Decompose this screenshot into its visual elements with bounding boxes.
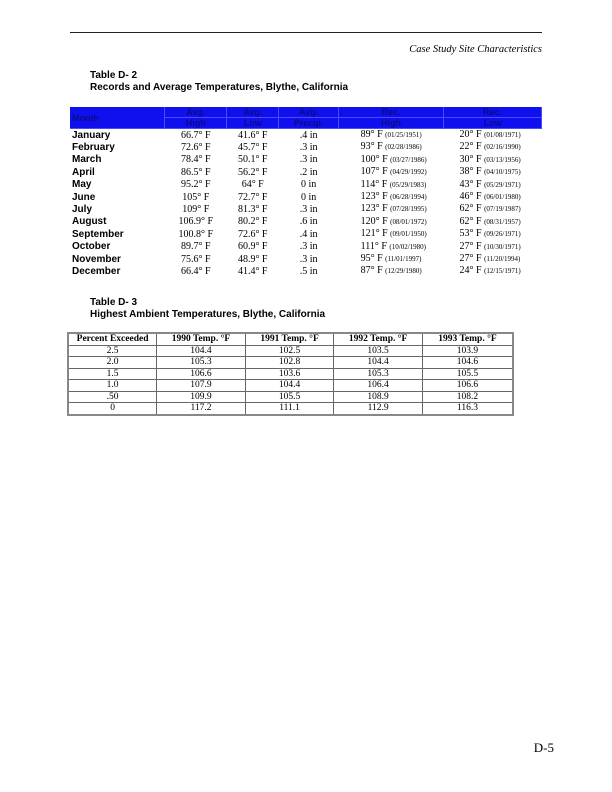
rec-low-date: (04/10/1975) <box>484 168 521 177</box>
rec-low-value: 22° F <box>459 141 482 153</box>
avg-high-cell: 95.2° F <box>181 179 211 191</box>
col-header-avg-low: Low <box>227 118 279 129</box>
table-row <box>70 141 542 153</box>
col-header-avg-high-top: Avg. <box>165 107 227 118</box>
month-cell: February <box>72 141 115 153</box>
temp-cell: 103.6 <box>245 368 334 380</box>
percent-exceeded-cell: 2.0 <box>68 357 157 369</box>
avg-precip-cell: .3 in <box>299 154 318 166</box>
rec-low-date: (07/19/1987) <box>484 205 521 214</box>
rec-high-value: 95° F <box>360 253 383 265</box>
temp-cell: 104.4 <box>334 357 423 369</box>
temp-cell: 109.9 <box>157 391 246 403</box>
temp-cell: 104.6 <box>422 357 513 369</box>
month-cell: November <box>72 253 121 265</box>
rec-low-value: 24° F <box>459 265 482 277</box>
month-cell: April <box>72 166 95 178</box>
rec-low-cell <box>444 253 542 265</box>
col-header: 1992 Temp. °F <box>334 333 423 345</box>
rec-high-date: (01/25/1951) <box>385 131 422 139</box>
avg-precip-cell: .6 in <box>299 216 318 228</box>
table-row <box>68 403 513 415</box>
avg-precip-cell: 0 in <box>301 179 317 191</box>
rec-low-value: 62° F <box>459 203 482 215</box>
rec-low-date: (02/16/1990) <box>484 143 521 152</box>
rec-low-cell <box>444 179 542 191</box>
avg-high-cell: 75.6° F <box>181 253 211 265</box>
rec-high-cell <box>339 241 444 253</box>
col-header-avg-precip: Precip. <box>279 118 339 129</box>
rec-high-date: (10/02/1980) <box>389 242 426 251</box>
month-cell: December <box>72 265 121 277</box>
month-cell: August <box>72 216 107 228</box>
col-header: 1993 Temp. °F <box>422 333 513 345</box>
table-row <box>70 216 542 228</box>
table-row <box>70 253 542 265</box>
avg-low-cell: 41.4° F <box>237 265 268 277</box>
rec-high-date: (09/01/1950) <box>390 230 427 239</box>
avg-precip-cell: .5 in <box>299 265 318 277</box>
avg-low-cell: 56.2° F <box>237 166 268 178</box>
col-header: 1991 Temp. °F <box>245 333 334 345</box>
month-cell: September <box>72 228 124 240</box>
temp-cell: 107.9 <box>157 380 246 392</box>
rec-high-cell <box>339 191 444 203</box>
avg-precip-cell: .4 in <box>299 228 318 240</box>
page-number: D-5 <box>533 740 554 755</box>
temp-cell: 105.5 <box>245 391 334 403</box>
temp-cell: 105.3 <box>334 368 423 380</box>
table-d2-label: Table D- 2 <box>90 70 138 81</box>
table-row <box>70 203 542 215</box>
percent-exceeded-cell: 1.5 <box>68 368 157 380</box>
avg-high-cell: 66.4° F <box>181 265 211 277</box>
rec-high-value: 114° F <box>360 178 388 190</box>
temp-cell: 102.5 <box>245 345 334 357</box>
rec-high-cell <box>339 141 444 153</box>
rec-high-cell <box>339 179 444 191</box>
rec-low-date: (08/31/1957) <box>484 217 521 226</box>
rec-high-value: 121° F <box>360 228 388 240</box>
avg-high-cell: 109° F <box>182 203 210 215</box>
table-row <box>68 345 513 357</box>
rec-low-value: 53° F <box>459 228 482 240</box>
avg-high-cell: 78.4° F <box>181 154 211 166</box>
temp-cell: 111.1 <box>245 403 334 415</box>
percent-exceeded-cell: .50 <box>68 391 157 403</box>
temp-cell: 102.8 <box>245 357 334 369</box>
col-header: Percent Exceeded <box>68 333 157 345</box>
temp-cell: 103.9 <box>422 345 513 357</box>
rec-high-cell <box>339 253 444 265</box>
rec-low-date: (03/13/1956) <box>484 155 521 164</box>
table-row <box>68 380 513 392</box>
rec-low-cell <box>444 228 542 240</box>
rec-high-date: (05/29/1983) <box>389 180 427 189</box>
avg-low-cell: 41.6° F <box>237 129 268 141</box>
col-header: 1990 Temp. °F <box>157 333 246 345</box>
avg-low-cell: 80.2° F <box>237 216 268 228</box>
avg-precip-cell: .3 in <box>299 241 318 253</box>
month-cell: July <box>72 203 93 215</box>
avg-high-cell: 66.7° F <box>181 129 211 141</box>
col-header-avg-low-top: Avg. <box>227 107 279 118</box>
avg-precip-cell: .3 in <box>299 203 318 215</box>
col-header-month: Month <box>70 107 165 129</box>
table-row <box>70 166 542 178</box>
col-header-rec-low-top: Rec. <box>444 107 542 118</box>
rec-high-cell <box>339 203 444 215</box>
rec-low-cell <box>444 216 542 228</box>
rec-high-value: 100° F <box>360 153 388 165</box>
running-head: Case Study Site Characteristics <box>409 44 542 55</box>
avg-low-cell: 50.1° F <box>237 154 268 166</box>
table-d3-label: Table D- 3 <box>90 297 138 308</box>
avg-precip-cell: 0 in <box>301 191 317 203</box>
percent-exceeded-cell: 1.0 <box>68 380 157 392</box>
rec-high-date: (07/28/1995) <box>390 205 427 214</box>
rec-high-value: 89° F <box>360 129 383 140</box>
rec-low-date: (01/08/1971) <box>484 131 521 139</box>
temp-cell: 108.9 <box>334 391 423 403</box>
avg-low-cell: 81.3° F <box>237 203 268 215</box>
rec-low-date: (12/15/1971) <box>484 267 521 276</box>
temp-cell: 104.4 <box>157 345 246 357</box>
rec-high-cell <box>339 265 444 277</box>
table-row <box>70 191 542 203</box>
header-rule <box>70 32 542 33</box>
rec-low-cell <box>444 141 542 153</box>
rec-high-date: (04/29/1992) <box>390 168 427 177</box>
avg-precip-cell: .3 in <box>299 141 318 153</box>
avg-low-cell: 64° F <box>241 179 264 191</box>
temp-cell: 108.2 <box>422 391 513 403</box>
rec-low-value: 46° F <box>459 191 482 203</box>
avg-low-cell: 45.7° F <box>237 141 268 153</box>
rec-high-value: 87° F <box>360 265 383 277</box>
rec-low-cell <box>444 154 542 166</box>
table-row <box>68 368 513 380</box>
table-row <box>68 357 513 369</box>
temp-cell: 106.6 <box>422 380 513 392</box>
avg-low-cell: 60.9° F <box>237 241 268 253</box>
col-header-rec-low: Low <box>444 118 542 129</box>
rec-low-value: 27° F <box>459 253 482 265</box>
rec-low-date: (06/01/1980) <box>484 193 521 202</box>
rec-high-cell <box>339 228 444 240</box>
table-d2 <box>70 107 542 278</box>
temp-cell: 105.5 <box>422 368 513 380</box>
rec-low-value: 30° F <box>459 153 482 165</box>
avg-low-cell: 72.7° F <box>237 191 268 203</box>
rec-low-value: 27° F <box>459 240 482 252</box>
col-header-rec-high-top: Rec. <box>339 107 444 118</box>
table-d2-caption <box>90 70 348 94</box>
percent-exceeded-cell: 0 <box>68 403 157 415</box>
temp-cell: 106.6 <box>157 368 246 380</box>
temp-cell: 106.4 <box>334 380 423 392</box>
rec-high-value: 93° F <box>360 141 383 153</box>
rec-high-cell <box>339 154 444 166</box>
table-row <box>70 228 542 240</box>
rec-high-cell <box>339 166 444 178</box>
avg-high-cell: 105° F <box>182 191 210 203</box>
col-header-avg-high: High <box>165 118 227 129</box>
rec-high-value: 111° F <box>360 240 387 252</box>
col-header-avg-precip-top: Avg. <box>279 107 339 118</box>
col-header-rec-high: High <box>339 118 444 129</box>
table-d2-title: Records and Average Temperatures, Blythe, California <box>90 82 349 93</box>
rec-high-value: 123° F <box>360 191 388 203</box>
rec-high-value: 120° F <box>360 215 388 227</box>
rec-low-date: (10/30/1971) <box>484 242 521 251</box>
temp-cell: 116.3 <box>422 403 513 415</box>
avg-precip-cell: .4 in <box>299 129 318 141</box>
month-cell: October <box>72 241 111 253</box>
rec-high-date: (02/28/1986) <box>385 143 422 152</box>
temp-cell: 117.2 <box>157 403 246 415</box>
table-d3-header <box>68 333 513 345</box>
rec-high-cell <box>339 129 444 142</box>
rec-high-date: (08/01/1972) <box>390 217 427 226</box>
table-row <box>70 129 542 142</box>
month-cell: June <box>72 191 96 203</box>
temp-cell: 105.3 <box>157 357 246 369</box>
rec-high-date: (06/28/1994) <box>390 193 427 202</box>
rec-low-date: (11/20/1994) <box>484 255 521 264</box>
percent-exceeded-cell: 2.5 <box>68 345 157 357</box>
rec-low-date: (09/26/1971) <box>484 230 521 239</box>
avg-high-cell: 72.6° F <box>181 141 211 153</box>
table-row <box>70 154 542 166</box>
avg-high-cell: 89.7° F <box>181 241 211 253</box>
temp-cell: 112.9 <box>334 403 423 415</box>
rec-low-cell <box>444 241 542 253</box>
table-d2-header-top <box>70 107 542 118</box>
avg-precip-cell: .3 in <box>299 253 318 265</box>
table-d3-title: Highest Ambient Temperatures, Blythe, California <box>90 309 326 320</box>
rec-high-cell <box>339 216 444 228</box>
rec-low-value: 62° F <box>459 215 482 227</box>
rec-low-value: 20° F <box>459 129 482 140</box>
avg-low-cell: 72.6° F <box>237 228 268 240</box>
month-cell: March <box>72 154 102 166</box>
temp-cell: 103.5 <box>334 345 423 357</box>
rec-low-cell <box>444 166 542 178</box>
month-cell: May <box>72 179 92 191</box>
rec-low-value: 43° F <box>459 178 482 190</box>
rec-high-date: (03/27/1986) <box>390 155 427 164</box>
rec-low-cell <box>444 191 542 203</box>
temp-cell: 104.4 <box>245 380 334 392</box>
table-row <box>70 265 542 277</box>
table-d3-caption <box>90 297 325 321</box>
table-row <box>68 391 513 403</box>
avg-low-cell: 48.9° F <box>237 253 268 265</box>
avg-high-cell: 86.5° F <box>181 166 211 178</box>
rec-low-cell <box>444 203 542 215</box>
rec-high-value: 123° F <box>360 203 388 215</box>
rec-high-value: 107° F <box>360 166 388 178</box>
avg-high-cell: 100.8° F <box>178 228 214 240</box>
rec-low-value: 38° F <box>459 166 482 178</box>
table-d3 <box>67 332 514 416</box>
rec-low-cell <box>444 265 542 277</box>
avg-high-cell: 106.9° F <box>178 216 214 228</box>
rec-low-cell <box>444 129 542 142</box>
rec-high-date: (11/01/1997) <box>385 255 422 264</box>
month-cell: January <box>72 129 111 141</box>
rec-high-date: (12/29/1980) <box>385 267 422 276</box>
table-row <box>70 241 542 253</box>
rec-low-date: (05/29/1971) <box>484 180 521 189</box>
table-row <box>70 179 542 191</box>
avg-precip-cell: .2 in <box>299 166 318 178</box>
